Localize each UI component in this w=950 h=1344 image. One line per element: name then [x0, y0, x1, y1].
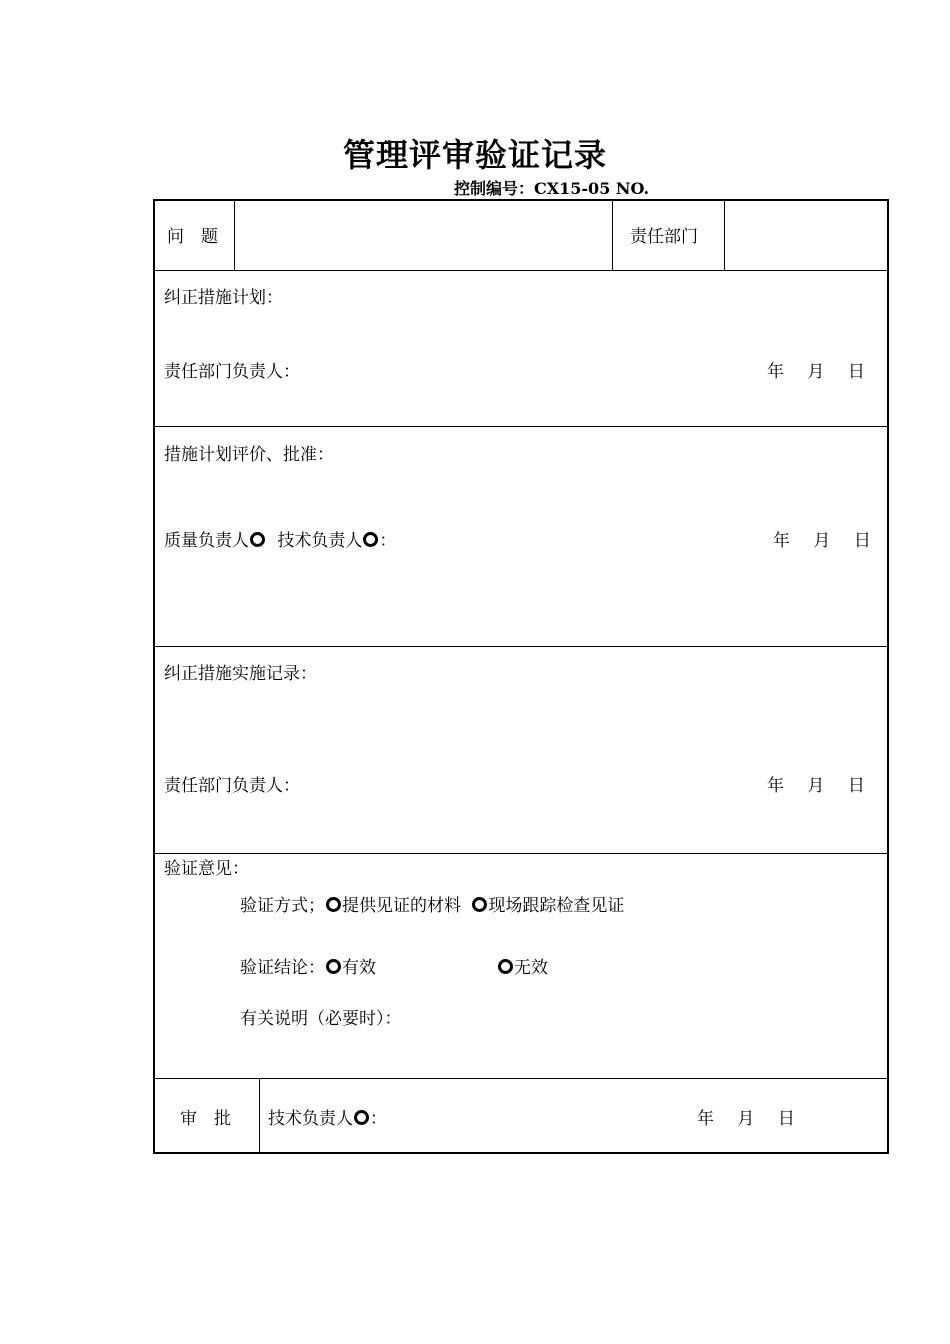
radio-icon[interactable]: [250, 532, 265, 547]
row-divider: [155, 270, 887, 271]
row-divider: [155, 426, 887, 427]
verification-conclusion-invalid: [497, 958, 548, 978]
colon: ：: [379, 531, 397, 551]
method-label: 验证方式；: [240, 896, 325, 916]
responsible-dept-field[interactable]: [727, 203, 887, 267]
colon: ：: [370, 1109, 387, 1129]
verification-heading: 验证意见：: [164, 859, 249, 879]
day-label: 日: [847, 362, 865, 382]
month-label: 月: [807, 776, 825, 796]
evaluation-signers: [164, 531, 396, 551]
implementation-signer: 责任部门负责人：: [164, 776, 300, 796]
tech-signer-label: 技术负责人: [277, 531, 363, 551]
year-label: 年: [767, 362, 784, 382]
issue-label: 问 题: [167, 227, 218, 247]
method-option-materials[interactable]: 提供见证的材料: [342, 896, 461, 916]
row-divider: [155, 646, 887, 647]
radio-icon[interactable]: [363, 532, 378, 547]
column-divider: [234, 201, 235, 270]
approval-signer: [268, 1109, 387, 1129]
verification-form: [153, 199, 889, 1154]
page-title: 管理评审验证记录: [342, 136, 607, 174]
responsible-dept-label: 责任部门: [630, 227, 698, 247]
day-label: 日: [777, 1109, 795, 1129]
quality-signer-label: 质量负责人: [164, 531, 249, 551]
row-divider: [155, 1078, 887, 1079]
evaluation-heading: 措施计划评价、批准：: [164, 445, 334, 465]
evaluation-date: [773, 531, 871, 551]
row-divider: [155, 853, 887, 854]
plan-date: [767, 362, 865, 382]
month-label: 月: [737, 1109, 755, 1129]
method-option-onsite[interactable]: 现场跟踪检查见证: [488, 896, 625, 916]
conclusion-label: 验证结论：: [240, 958, 325, 978]
verification-conclusion: [240, 958, 376, 978]
plan-signer: 责任部门负责人：: [164, 362, 300, 382]
radio-icon[interactable]: [354, 1110, 369, 1125]
approval-signer-label: 技术负责人: [268, 1109, 353, 1129]
control-number: 控制编号：CX15-05 NO.: [454, 179, 650, 198]
verification-method: [240, 896, 624, 916]
implementation-date: [767, 776, 865, 796]
year-label: 年: [773, 531, 790, 551]
conclusion-option-valid[interactable]: 有效: [342, 958, 376, 978]
approval-date: [697, 1109, 795, 1129]
radio-icon[interactable]: [326, 897, 341, 912]
column-divider: [259, 1078, 260, 1154]
column-divider: [612, 201, 613, 270]
implementation-heading: 纠正措施实施记录：: [164, 664, 317, 684]
radio-icon[interactable]: [498, 959, 513, 974]
column-divider: [724, 201, 725, 270]
day-label: 日: [853, 531, 871, 551]
month-label: 月: [807, 362, 825, 382]
day-label: 日: [847, 776, 865, 796]
conclusion-option-invalid[interactable]: 无效: [514, 958, 548, 978]
issue-field[interactable]: [237, 203, 609, 267]
year-label: 年: [697, 1109, 714, 1129]
radio-icon[interactable]: [472, 897, 487, 912]
verification-note: 有关说明（必要时）：: [240, 1009, 402, 1029]
year-label: 年: [767, 776, 784, 796]
radio-icon[interactable]: [326, 959, 341, 974]
approval-label: 审 批: [180, 1109, 231, 1129]
plan-heading: 纠正措施计划：: [164, 288, 283, 308]
month-label: 月: [813, 531, 831, 551]
